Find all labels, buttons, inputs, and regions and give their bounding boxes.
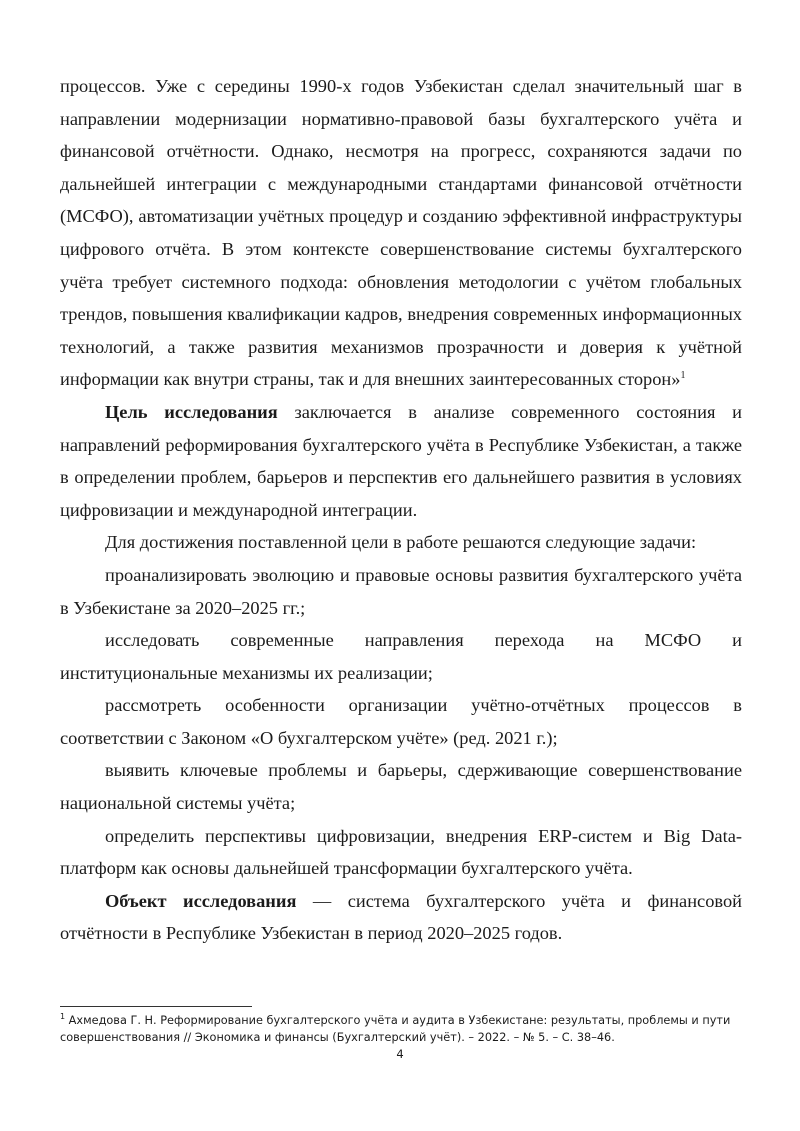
paragraph-text: процессов. Уже с середины 1990-х годов Узбекистан сделал значительный шаг в направлении модернизации нормативно-правовой базы бухгалтерского учёта и финансовой отчётности. Однако, несмотря на прогресс, сохраняются задачи по дальнейшей интеграции с международными стандартами финансовой отчётности (МСФО), автоматизации учётных процедур и созданию эффективной инфраструктуры цифрового отчёта. В этом контексте совершенствование системы бухгалтерского учёта требует системного подхода: обновления методологии с учётом глобальных трендов, повышения квалификации кадров, внедрения современных информационных технологий, а также развития механизмов прозрачности и доверия к учётной информации как внутри страны, так и для внешних заинтересованных сторон» [60,76,742,390]
task-item-5: определить перспективы цифровизации, внедрения ERP-систем и Big Data-платформ как основы дальнейшей трансформации бухгалтерского учёта. [60,825,742,879]
footnote-separator [60,1006,252,1007]
page-number: 4 [396,1047,404,1061]
task-item-3: рассмотреть особенности организации учётно-отчётных процессов в соответствии с Законом «О бухгалтерском учёте» (ред. 2021 г.); [60,695,742,748]
paragraph-research-goal [60,396,742,526]
footnote-reference[interactable]: 1 [680,370,686,382]
task-item-2: исследовать современные направления перехода на МСФО и институциональные механизмы их реализации; [60,630,742,683]
footnote-number: 1 [60,1012,66,1022]
task-item-1: проанализировать эволюцию и правовые основы развития бухгалтерского учёта в Узбекистане за 2020–2025 гг.; [60,564,742,618]
research-goal-text: заключается в анализе современного состояния и направлений реформирования бухгалтерского учёта в Республике Узбекистан, а также в определении проблем, барьеров и перспектив его дальнейшего развития в условиях цифровизации и международной интеграции. [60,401,742,520]
paragraph-tasks-intro: Для достижения поставленной цели в работе решаются следующие задачи: [105,532,697,553]
research-object-heading: Объект исследования [105,890,297,911]
footnote [60,1013,742,1046]
research-goal-heading: Цель исследования [105,401,278,422]
paragraph-research-object [60,885,742,950]
research-object-text: — система бухгалтерского учёта и финансовой отчётности в Республике Узбекистан в период 2020–2025 годов. [60,890,742,944]
footnote-text: Ахмедова Г. Н. Реформирование бухгалтерского учёта и аудита в Узбекистане: результаты, проблемы и пути совершенствования // Экономика и финансы (Бухгалтерский учёт). – 2022. – № 5. – С. 38–46. [60,1014,731,1044]
paragraph-intro-continuation [60,70,742,396]
task-item-4: выявить ключевые проблемы и барьеры, сдерживающие совершенствование национальной системы учёта; [60,760,742,814]
document-body [60,70,742,950]
